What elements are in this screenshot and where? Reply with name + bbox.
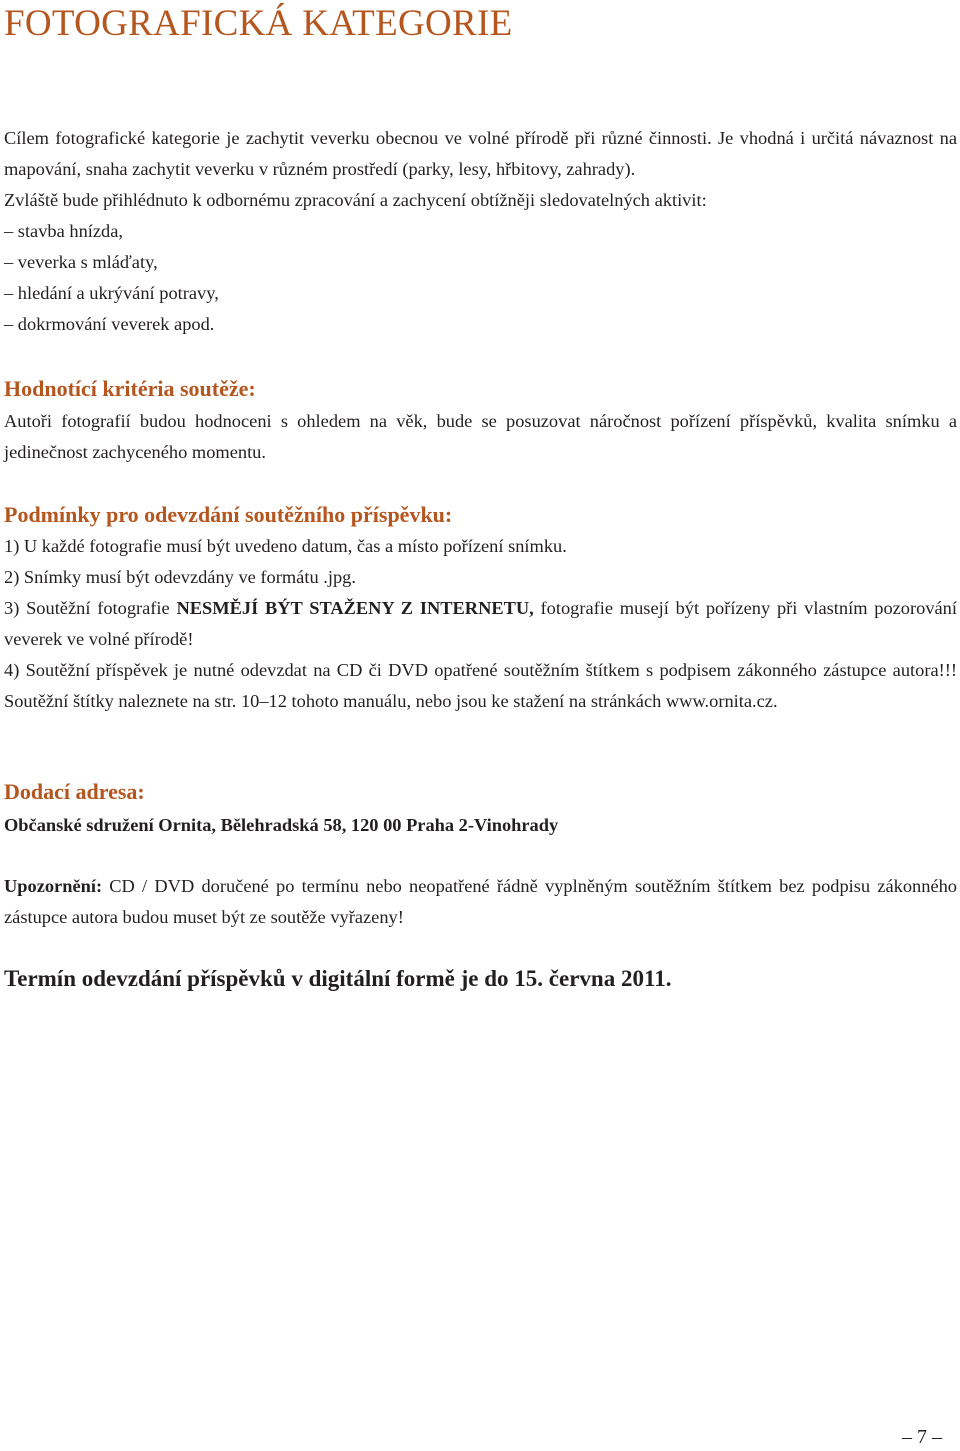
warning-section (4, 871, 957, 933)
condition-item-1: 1) U každé fotografie musí být uvedeno datum, čas a místo pořízení snímku. (4, 536, 567, 556)
intro-paragraph: Cílem fotografické kategorie je zachytit veverku obecnou ve volné přírodě při různé činnosti. Je vhodná i určitá návaznost na mapování, snaha zachytit veverku v různém prostředí (parky, lesy, hřbitovy, zahrady). (4, 128, 957, 179)
conditions-section (4, 499, 957, 717)
page-number: – 7 – (902, 1426, 942, 1448)
condition-item-2: 2) Snímky musí být odevzdány ve formátu .jpg. (4, 567, 356, 587)
criteria-section (4, 373, 957, 468)
list-item: – stavba hnízda, (4, 221, 123, 241)
delivery-section (4, 776, 957, 841)
deadline-text: Termín odevzdání příspěvků v digitální formě je do 15. června 2011. (4, 966, 672, 991)
condition-item-3 (4, 593, 957, 655)
deadline-section (4, 963, 957, 994)
condition-item-3-emphasis: NESMĚJÍ BÝT STAŽENY Z INTERNETU, (176, 598, 534, 618)
criteria-heading: Hodnotící kritéria soutěže: (4, 376, 256, 401)
warning-body: CD / DVD doručené po termínu nebo neopatřené řádně vyplněným soutěžním štítkem bez podpisu zákonného zástupce autora budou muset být ze soutěže vyřazeny! (4, 876, 957, 927)
condition-item-3-prefix: 3) Soutěžní fotografie (4, 598, 177, 618)
warning-text (4, 871, 957, 933)
criteria-text: Autoři fotografií budou hodnoceni s ohledem na věk, bude se posuzovat náročnost pořízení příspěvků, kvalita snímku a jedinečnost zachyceného momentu. (4, 411, 957, 462)
activities-list (4, 216, 957, 340)
list-item: – hledání a ukrývání potravy, (4, 283, 219, 303)
page-title: FOTOGRAFICKÁ KATEGORIE (4, 3, 513, 44)
list-item: – dokrmování veverek apod. (4, 314, 215, 334)
delivery-address: Občanské sdružení Ornita, Bělehradská 58, 120 00 Praha 2-Vinohrady (4, 815, 559, 835)
warning-label: Upozornění: (4, 876, 103, 896)
intro-section (4, 123, 957, 340)
condition-item-4: 4) Soutěžní příspěvek je nutné odevzdat na CD či DVD opatřené soutěžním štítkem s podpisem zákonného zástupce autora!!! Soutěžní štítky naleznete na str. 10–12 tohoto manuálu, nebo jsou ke stažení na stránkách www.ornita.cz. (4, 660, 957, 711)
condition-item-3-suffix: fotografie musejí být pořízeny při vlastním pozorování veverek ve volné přírodě! (4, 598, 957, 649)
conditions-heading: Podmínky pro odevzdání soutěžního příspěvku: (4, 502, 453, 527)
activities-intro: Zvláště bude přihlédnuto k odbornému zpracování a zachycení obtížněji sledovatelných aktivit: (4, 190, 707, 210)
list-item: – veverka s mláďaty, (4, 252, 158, 272)
delivery-heading: Dodací adresa: (4, 779, 145, 804)
